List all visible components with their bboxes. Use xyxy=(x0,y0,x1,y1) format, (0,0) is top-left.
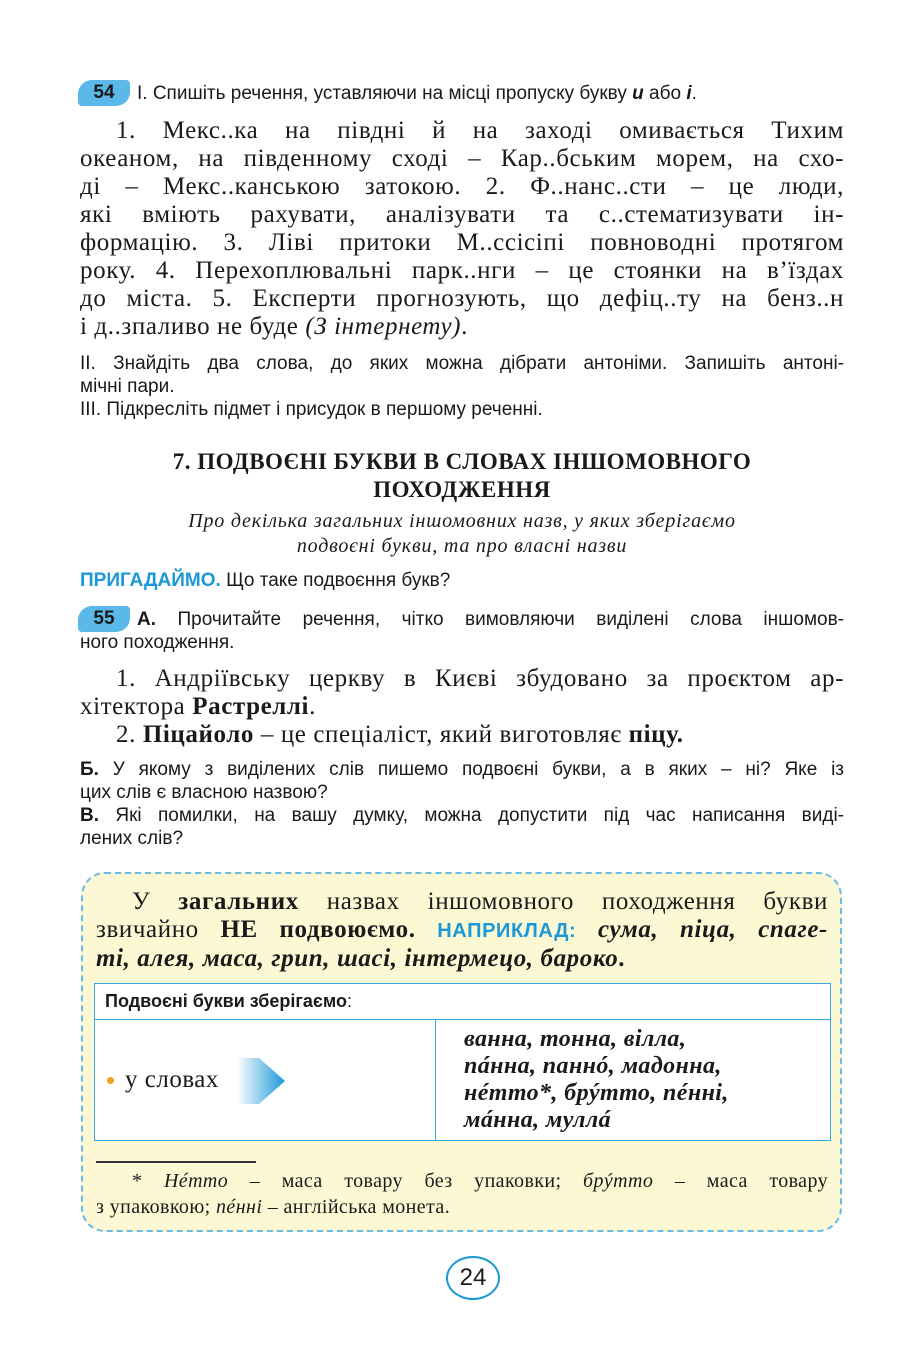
s1-pre: хітектора xyxy=(80,693,193,720)
task-or: або xyxy=(643,83,687,104)
example-words-cont: ті, алея, маса, грип, шасі, інтермецо, бароко xyxy=(96,945,619,972)
s2-num: 2. xyxy=(116,721,143,748)
footnote-text-1: – маса товару без упаковки; xyxy=(228,1170,584,1192)
letter-i: і xyxy=(686,83,692,104)
text-line xyxy=(80,313,844,341)
bullet-dot xyxy=(107,1077,114,1084)
section-title-line-2: ПОХОДЖЕННЯ xyxy=(373,477,551,502)
s2-bold-word-2: піцу xyxy=(628,721,677,748)
task-v-line xyxy=(80,804,844,827)
page-number: 24 xyxy=(446,1256,500,1300)
exercise-54-text xyxy=(80,117,844,341)
text-line: до міста. 5. Експерти прогнозують, що дефіц..ту на бенз..н xyxy=(80,285,844,312)
exercise-54-task-2 xyxy=(80,352,844,421)
word-list xyxy=(464,1026,830,1134)
bullet-text: у словах xyxy=(125,1066,219,1093)
section-title-line-1: 7. ПОДВОЄНІ БУКВИ В СЛОВАХ ІНШОМОВНОГО xyxy=(172,449,752,474)
footnote-line-1 xyxy=(96,1168,828,1194)
rule-line-3 xyxy=(96,945,828,973)
rule-text xyxy=(96,888,828,973)
exercise-55-sentences xyxy=(80,665,844,749)
subtitle-line-1: Про декілька загальних іншомовних назв, у яких зберігаємо xyxy=(188,510,736,532)
rule-pre: У xyxy=(132,888,179,915)
text-line: року. 4. Перехоплювальні парк..нги – це стоянки на в’їздах xyxy=(80,257,844,284)
s2-mid: – це спеціаліст, який виготовляє xyxy=(254,721,629,748)
task-a-line xyxy=(80,608,844,631)
task-2-line: ІІ. Знайдіть два слова, до яких можна дібрати антоніми. Запишіть антоні- xyxy=(80,353,844,374)
last-line-text: і д..зпаливо не буде xyxy=(80,313,306,340)
exercise-54-task-1 xyxy=(137,82,857,105)
sentence-1-line-1: 1. Андріївську церкву в Києві збудовано за проєктом ар- xyxy=(116,665,844,692)
footnote-word-3: пéнні xyxy=(216,1196,263,1218)
exercise-number-badge: 54 xyxy=(78,80,130,106)
task-dot: . xyxy=(691,83,697,104)
rule-l2-bold: НЕ подвоюємо xyxy=(220,916,409,943)
text-line: ді – Мекс..канською затокою. 2. Ф..нанс..сти – це люди, xyxy=(80,173,844,200)
task-v-label: В. xyxy=(80,805,99,826)
s1-end: . xyxy=(309,693,316,720)
footnote-word-1: Нéтто xyxy=(163,1170,229,1192)
table-header-cell xyxy=(95,984,831,1020)
footnote-divider xyxy=(96,1161,256,1163)
footnote-text-2: – маса товару xyxy=(653,1170,828,1192)
task-text: І. Спишіть речення, уставляючи на місці пропуску букву xyxy=(137,83,633,104)
rule-l3-dot: . xyxy=(618,945,626,972)
arrow-right-icon xyxy=(237,1055,285,1107)
rule-post: назвах іншомовного походження букви xyxy=(298,888,828,915)
rule-bold: загальних xyxy=(178,888,299,915)
word-line: мáнна, муллá xyxy=(464,1107,611,1133)
subtitle-line-2: подвоєні букви, та про власні назви xyxy=(296,535,628,557)
s2-bold-word-1: Піцайоло xyxy=(142,721,255,748)
example-words: сума, піца, спаге- xyxy=(576,916,828,943)
exercise-number-badge: 55 xyxy=(78,606,130,632)
task-a-cont: ного походження. xyxy=(80,632,235,653)
rule-line-2 xyxy=(96,916,828,945)
recall-line xyxy=(80,569,844,592)
task-a-text: Прочитайте речення, чітко вимовляючи виділені слова іншомов- xyxy=(156,609,844,630)
text-line: океаном, на південному сході – Кар..бським морем, на схо- xyxy=(80,145,844,172)
sentence-1-line-2 xyxy=(80,693,844,721)
rule-table xyxy=(94,983,831,1141)
footnote-word-2: брýтто xyxy=(583,1170,654,1192)
example-label: НАПРИКЛАД: xyxy=(437,920,577,942)
recall-text: Що таке подвоєння букв? xyxy=(220,570,451,591)
exercise-55-tasks-b-v xyxy=(80,758,844,850)
word-line: пáнна, паннó, мадонна, xyxy=(464,1053,722,1079)
task-b-cont: цих слів є власною назвою? xyxy=(80,782,328,803)
text-line: 1. Мекс..ка на півдні й на заході омивається Тихим xyxy=(116,117,844,144)
footnote-text-3: – англійська монета. xyxy=(262,1196,451,1218)
table-header: Подвоєні букви зберігаємо xyxy=(105,991,347,1011)
letter-y: и xyxy=(632,83,644,104)
task-b-label: Б. xyxy=(80,759,99,780)
task-2-cont: мічні пари. xyxy=(80,376,175,397)
sentence-2: 2. Піцайоло – це спеціаліст, який виготовляє піцу. xyxy=(116,721,684,748)
words-cell xyxy=(436,1020,831,1141)
section-title xyxy=(80,448,844,504)
bullet-cell xyxy=(95,1020,436,1141)
task-b-text: У якому з виділених слів пишемо подвоєні букви, а в яких – ні? Яке із xyxy=(98,759,844,780)
footnote xyxy=(96,1168,828,1220)
text-line: які вміють рахувати, аналізувати та с..стематизувати ін- xyxy=(80,201,844,228)
recall-label: ПРИГАДАЙМО. xyxy=(80,570,221,591)
task-a-label: А. xyxy=(137,609,156,630)
word-line: нéтто*, брýтто, пéнні, xyxy=(464,1080,729,1106)
rule-l2-dot: . xyxy=(408,916,438,943)
footnote-star: * xyxy=(132,1170,164,1192)
word-line: ванна, тонна, вілла, xyxy=(464,1026,687,1052)
text-line: формацію. 3. Ліві притоки М..ссісіпі повноводні протягом xyxy=(80,229,844,256)
source-dot: . xyxy=(461,313,468,340)
footnote-pre: з упаковкою; xyxy=(96,1196,217,1218)
rule-line-1 xyxy=(96,888,828,916)
footnote-line-2 xyxy=(96,1194,828,1220)
s1-bold-word: Растреллі xyxy=(192,693,310,720)
task-v-cont: лених слів? xyxy=(80,828,184,849)
table-header-colon: : xyxy=(346,991,352,1011)
task-v-text: Які помилки, на вашу думку, можна допустити під час написання виді- xyxy=(99,805,844,826)
task-b-line xyxy=(80,758,844,781)
rule-l2-pre: звичайно xyxy=(96,916,221,943)
source-note: (З інтернету) xyxy=(305,313,462,340)
exercise-55-task-a xyxy=(80,608,844,654)
section-subtitle xyxy=(80,509,844,559)
task-3: ІІІ. Підкресліть підмет і присудок в першому реченні. xyxy=(80,399,543,420)
